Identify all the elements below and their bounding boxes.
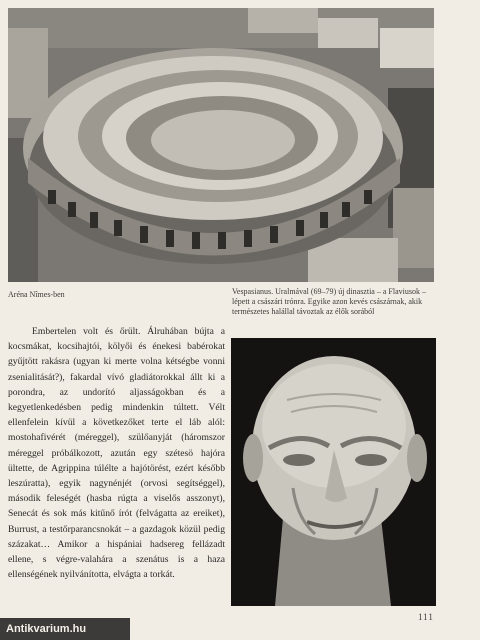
vespasian-portrait bbox=[231, 338, 436, 606]
portrait-caption: Vespasianus. Uralmával (69–79) új dinasztia – a Flaviusok – lépett a császári trónra. Egyike azon kevés császárnak, akik természetes halállal távoztak az élők sorából bbox=[232, 287, 426, 316]
page-number: 111 bbox=[418, 612, 434, 622]
watermark: Antikvarium.hu bbox=[0, 618, 130, 640]
arena-caption: Aréna Nîmes-ben bbox=[8, 290, 65, 299]
portrait-image bbox=[231, 338, 436, 606]
arena-photo bbox=[8, 8, 434, 282]
body-text: Embertelen volt és őrült. Álruhában bújta a kocsmákat, kocsihajtói, kölyői és énekesi babérokat gyűjtött rakásra (ugyan ki merte volna kétségbe vonni zsenialitását?), fakardal vívó gladiátorokkal állt ki a porondra, az undorító aljasságokban és a kegyetlenkedésben pedig mindenkin túltett. Vélt ellenfelein kívül a következőket terte el láb alól: mostohafivérét (méreggel), szülőanyját (háromszor méreggel próbálkozott, azután egy szétesö hajóra ültette, de Agrippina túlélte a hajótörést, ezért később leszúratta), egyik nagynénjét (orvosi segítséggel), második feleségét (hasba rúgta a viselős asszonyt), Senecát és sok más kitűnő írót (felvágatta az ereiket), Burrust, a testőrparancsnokát – a gazdagok közül pedig százakat… Amikor a hispániai hadsereg fellázadt ellene, s végre-valahára a szenátus is a haza ellenségének nyilvánította, elvágta a torkát. bbox=[8, 326, 225, 581]
arena-image bbox=[8, 8, 434, 282]
